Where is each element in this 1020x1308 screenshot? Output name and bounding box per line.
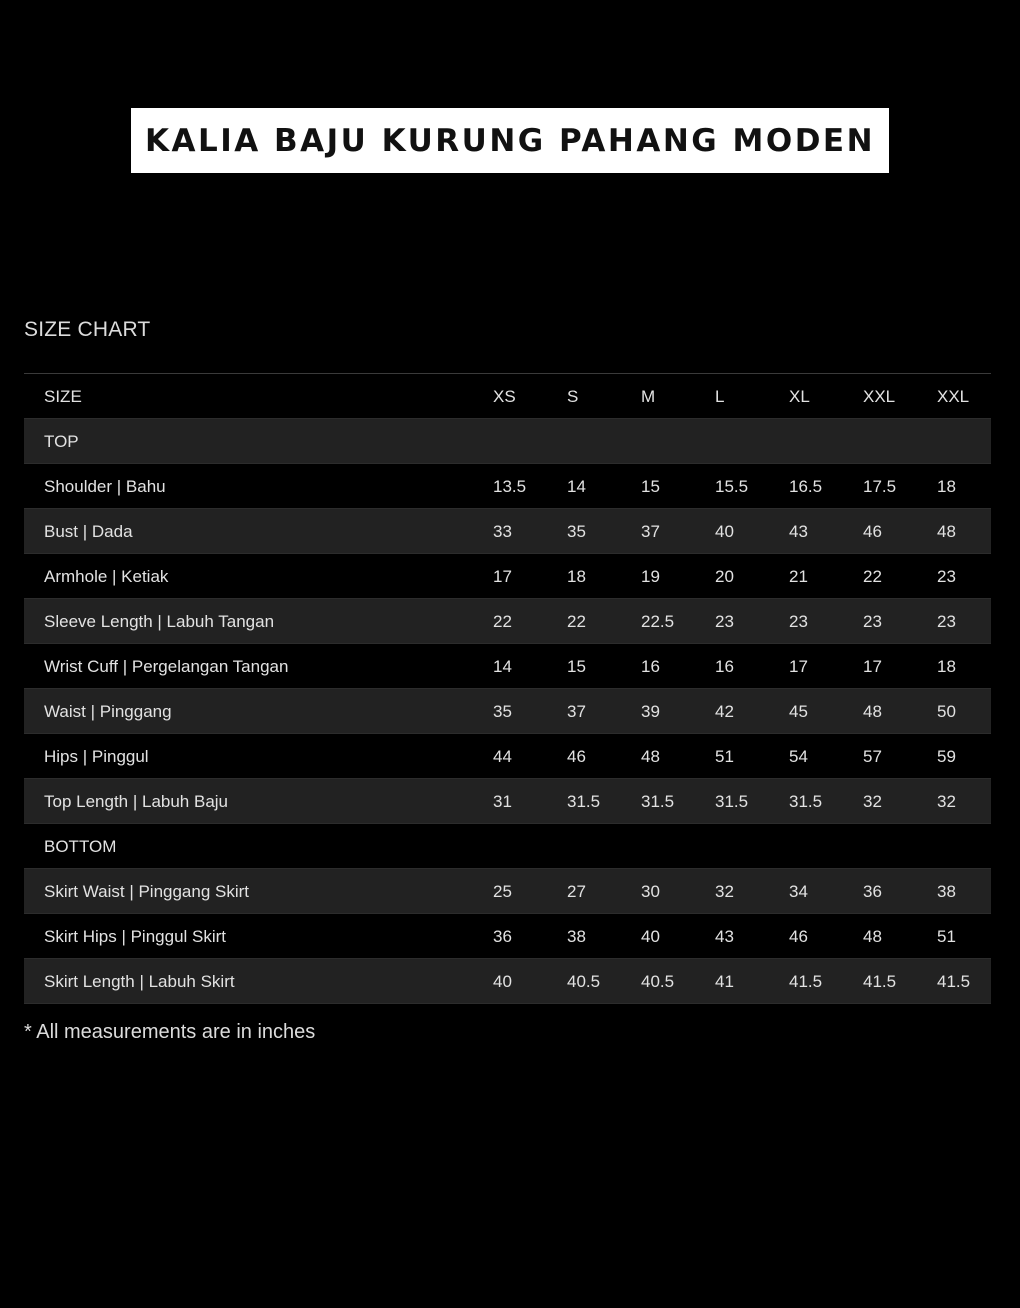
table-row (24, 464, 991, 509)
measurement-value: 48 (937, 522, 956, 541)
measurement-value: 36 (863, 882, 882, 901)
measurement-value: 32 (937, 792, 956, 811)
measurement-value: 38 (937, 882, 956, 901)
measurement-value: 22 (493, 612, 512, 631)
measurement-value: 31.5 (641, 792, 675, 811)
measurement-value: 35 (567, 522, 586, 541)
measurement-value: 33 (493, 522, 512, 541)
measurement-value: 40.5 (641, 972, 675, 991)
measurement-value: 35 (493, 702, 512, 721)
measurement-value: 20 (715, 567, 734, 586)
size-header-s: S (567, 387, 579, 406)
measurement-value: 54 (789, 747, 808, 766)
measurement-value: 51 (715, 747, 734, 766)
table-row (24, 869, 991, 914)
measurement-value: 43 (789, 522, 808, 541)
measurement-label: Hips | Pinggul (44, 747, 149, 766)
measurement-value: 17 (493, 567, 512, 586)
table-row (24, 509, 991, 554)
measurement-value: 17 (789, 657, 808, 676)
measurement-label: Bust | Dada (44, 522, 133, 541)
size-header-xxl-2: XXL (937, 387, 970, 406)
measurement-value: 51 (937, 927, 956, 946)
measurement-value: 50 (937, 702, 956, 721)
measurement-value: 25 (493, 882, 512, 901)
measurement-value: 46 (863, 522, 882, 541)
table-header-row (24, 374, 991, 419)
measurement-label: Top Length | Labuh Baju (44, 792, 229, 811)
measurement-value: 23 (715, 612, 734, 631)
measurement-label: Wrist Cuff | Pergelangan Tangan (44, 657, 289, 676)
size-header-xs: XS (493, 387, 516, 406)
measurement-value: 23 (863, 612, 882, 631)
size-header-m: M (641, 387, 656, 406)
measurement-value: 40.5 (567, 972, 601, 991)
measurement-value: 16 (641, 657, 660, 676)
measurement-value: 31.5 (789, 792, 823, 811)
table-row (24, 644, 991, 689)
measurement-value: 41.5 (863, 972, 897, 991)
measurement-value: 27 (567, 882, 586, 901)
title-banner (131, 108, 889, 173)
measurement-value: 41.5 (789, 972, 823, 991)
measurement-label: Shoulder | Bahu (44, 477, 166, 496)
measurement-value: 22 (863, 567, 882, 586)
measurement-value: 16.5 (789, 477, 823, 496)
measurement-value: 17.5 (863, 477, 897, 496)
measurement-value: 30 (641, 882, 660, 901)
measurement-value: 43 (715, 927, 734, 946)
table-row (24, 554, 991, 599)
measurement-value: 32 (715, 882, 734, 901)
page-title: KALIA BAJU KURUNG PAHANG MODEN (144, 122, 876, 159)
section-label: BOTTOM (44, 837, 117, 856)
measurement-value: 42 (715, 702, 734, 721)
table-body (24, 419, 991, 1004)
measurement-value: 40 (715, 522, 734, 541)
footnote: * All measurements are in inches (24, 1021, 316, 1043)
measurement-value: 17 (863, 657, 882, 676)
table-row (24, 779, 991, 824)
measurement-label: Armhole | Ketiak (44, 567, 169, 586)
measurement-value: 18 (937, 477, 956, 496)
section-heading: SIZE CHART (24, 318, 151, 341)
measurement-value: 37 (567, 702, 586, 721)
measurement-value: 15 (641, 477, 660, 496)
table-row (24, 959, 991, 1004)
measurement-value: 22 (567, 612, 586, 631)
measurement-value: 15 (567, 657, 586, 676)
measurement-value: 44 (493, 747, 512, 766)
measurement-value: 14 (567, 477, 586, 496)
section-row (24, 419, 991, 464)
measurement-value: 16 (715, 657, 734, 676)
measurement-value: 22.5 (641, 612, 675, 631)
measurement-value: 41 (715, 972, 734, 991)
measurement-value: 39 (641, 702, 660, 721)
size-header-l: L (715, 387, 725, 406)
measurement-value: 14 (493, 657, 512, 676)
measurement-value: 48 (641, 747, 660, 766)
size-header-xxl: XXL (863, 387, 896, 406)
measurement-label: Skirt Waist | Pinggang Skirt (44, 882, 250, 901)
table-row (24, 734, 991, 779)
measurement-value: 48 (863, 702, 882, 721)
measurement-value: 36 (493, 927, 512, 946)
measurement-value: 18 (937, 657, 956, 676)
measurement-label: Skirt Hips | Pinggul Skirt (44, 927, 227, 946)
measurement-value: 31.5 (715, 792, 749, 811)
measurement-value: 32 (863, 792, 882, 811)
measurement-value: 40 (493, 972, 512, 991)
measurement-value: 31.5 (567, 792, 601, 811)
section-label: TOP (44, 432, 79, 451)
measurement-label: Sleeve Length | Labuh Tangan (44, 612, 275, 631)
measurement-value: 19 (641, 567, 660, 586)
measurement-value: 40 (641, 927, 660, 946)
measurement-value: 15.5 (715, 477, 749, 496)
measurement-value: 46 (789, 927, 808, 946)
size-chart-table (24, 373, 991, 1004)
size-header-xl: XL (789, 387, 810, 406)
measurement-value: 34 (789, 882, 808, 901)
measurement-value: 41.5 (937, 972, 971, 991)
measurement-value: 13.5 (493, 477, 527, 496)
measurement-value: 38 (567, 927, 586, 946)
measurement-label: Skirt Length | Labuh Skirt (44, 972, 235, 991)
measurement-value: 18 (567, 567, 586, 586)
measurement-value: 45 (789, 702, 808, 721)
measurement-value: 23 (937, 612, 956, 631)
table-row (24, 914, 991, 959)
measurement-value: 48 (863, 927, 882, 946)
measurement-value: 37 (641, 522, 660, 541)
measurement-value: 59 (937, 747, 956, 766)
section-row (24, 824, 991, 869)
measurement-label: Waist | Pinggang (44, 702, 172, 721)
header-label: SIZE (44, 387, 82, 406)
measurement-value: 57 (863, 747, 882, 766)
table-row (24, 599, 991, 644)
measurement-value: 46 (567, 747, 586, 766)
table-row (24, 689, 991, 734)
measurement-value: 23 (937, 567, 956, 586)
measurement-value: 31 (493, 792, 512, 811)
measurement-value: 23 (789, 612, 808, 631)
measurement-value: 21 (789, 567, 808, 586)
